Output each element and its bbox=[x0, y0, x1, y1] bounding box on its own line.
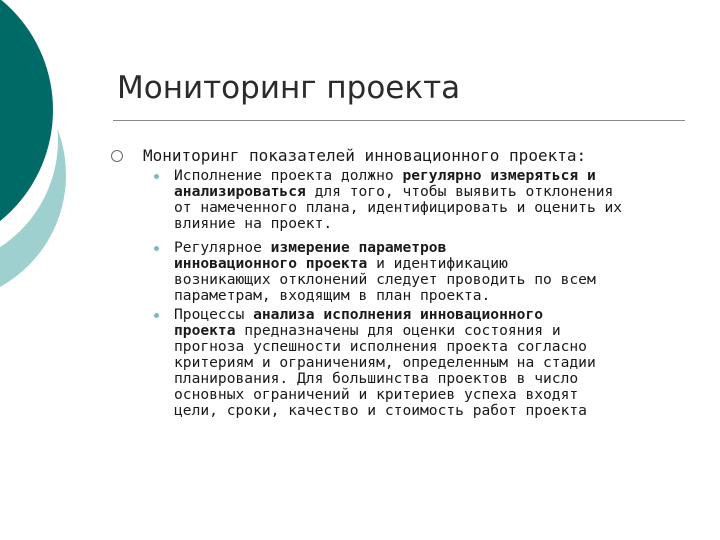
sub-bullet-line bbox=[174, 403, 587, 419]
text-segment: от намеченного плана, идентифицировать и оценить их bbox=[174, 199, 623, 216]
text-segment: влияние на проект. bbox=[174, 215, 333, 232]
sub-bullet-line bbox=[174, 387, 578, 403]
text-segment: Процессы bbox=[174, 306, 254, 323]
sub-bullet-line bbox=[174, 240, 446, 256]
text-segment: Регулярное bbox=[174, 239, 271, 256]
sub-bullet-line bbox=[174, 272, 596, 288]
main-bullet-text: Мониторинг показателей инновационного проекта: bbox=[143, 146, 587, 165]
sub-bullet-line bbox=[174, 168, 596, 184]
bold-text-segment: регулярно измеряться и bbox=[402, 167, 596, 184]
sub-bullet-line bbox=[174, 355, 596, 371]
text-segment: Исполнение проекта должно bbox=[174, 167, 403, 184]
dot-bullet-icon bbox=[154, 313, 159, 318]
sub-bullet-line bbox=[174, 184, 613, 200]
text-segment: основных ограничений и критериев успеха входят bbox=[174, 386, 579, 403]
title-divider bbox=[113, 120, 685, 121]
sub-bullet-line bbox=[174, 216, 332, 232]
bold-text-segment: анализа исполнения инновационного bbox=[253, 306, 544, 323]
bold-text-segment: инновационного проекта bbox=[174, 255, 368, 272]
sub-bullet-line bbox=[174, 307, 543, 323]
text-segment: критериям и ограничениям, определенным на стадии bbox=[174, 354, 596, 371]
sub-bullet-line bbox=[174, 371, 578, 387]
sub-bullet-line bbox=[174, 200, 622, 216]
sub-bullet-line bbox=[174, 323, 561, 339]
text-segment: предназначены для оценки состояния и bbox=[235, 322, 561, 339]
text-segment: и идентификацию bbox=[367, 255, 508, 272]
text-segment: планирования. Для большинства проектов в число bbox=[174, 370, 579, 387]
sub-bullet-line bbox=[174, 288, 490, 304]
text-segment: прогноза успешности исполнения проекта согласно bbox=[174, 338, 587, 355]
sub-bullet-line bbox=[174, 339, 587, 355]
bold-text-segment: проекта bbox=[174, 322, 236, 339]
hollow-circle-bullet-icon bbox=[111, 150, 123, 162]
sub-bullet-line bbox=[174, 256, 508, 272]
bold-text-segment: анализироваться bbox=[174, 183, 306, 200]
text-segment: параметрам, входящим в план проекта. bbox=[174, 287, 491, 304]
slide-title: Мониторинг проекта bbox=[117, 70, 461, 106]
dot-bullet-icon bbox=[154, 174, 159, 179]
dot-bullet-icon bbox=[154, 246, 159, 251]
bold-text-segment: измерение параметров bbox=[270, 239, 447, 256]
text-segment: для того, чтобы выявить отклонения bbox=[305, 183, 614, 200]
text-segment: возникающих отклонений следует проводить по всем bbox=[174, 271, 596, 288]
text-segment: цели, сроки, качество и стоимость работ проекта bbox=[174, 402, 587, 419]
